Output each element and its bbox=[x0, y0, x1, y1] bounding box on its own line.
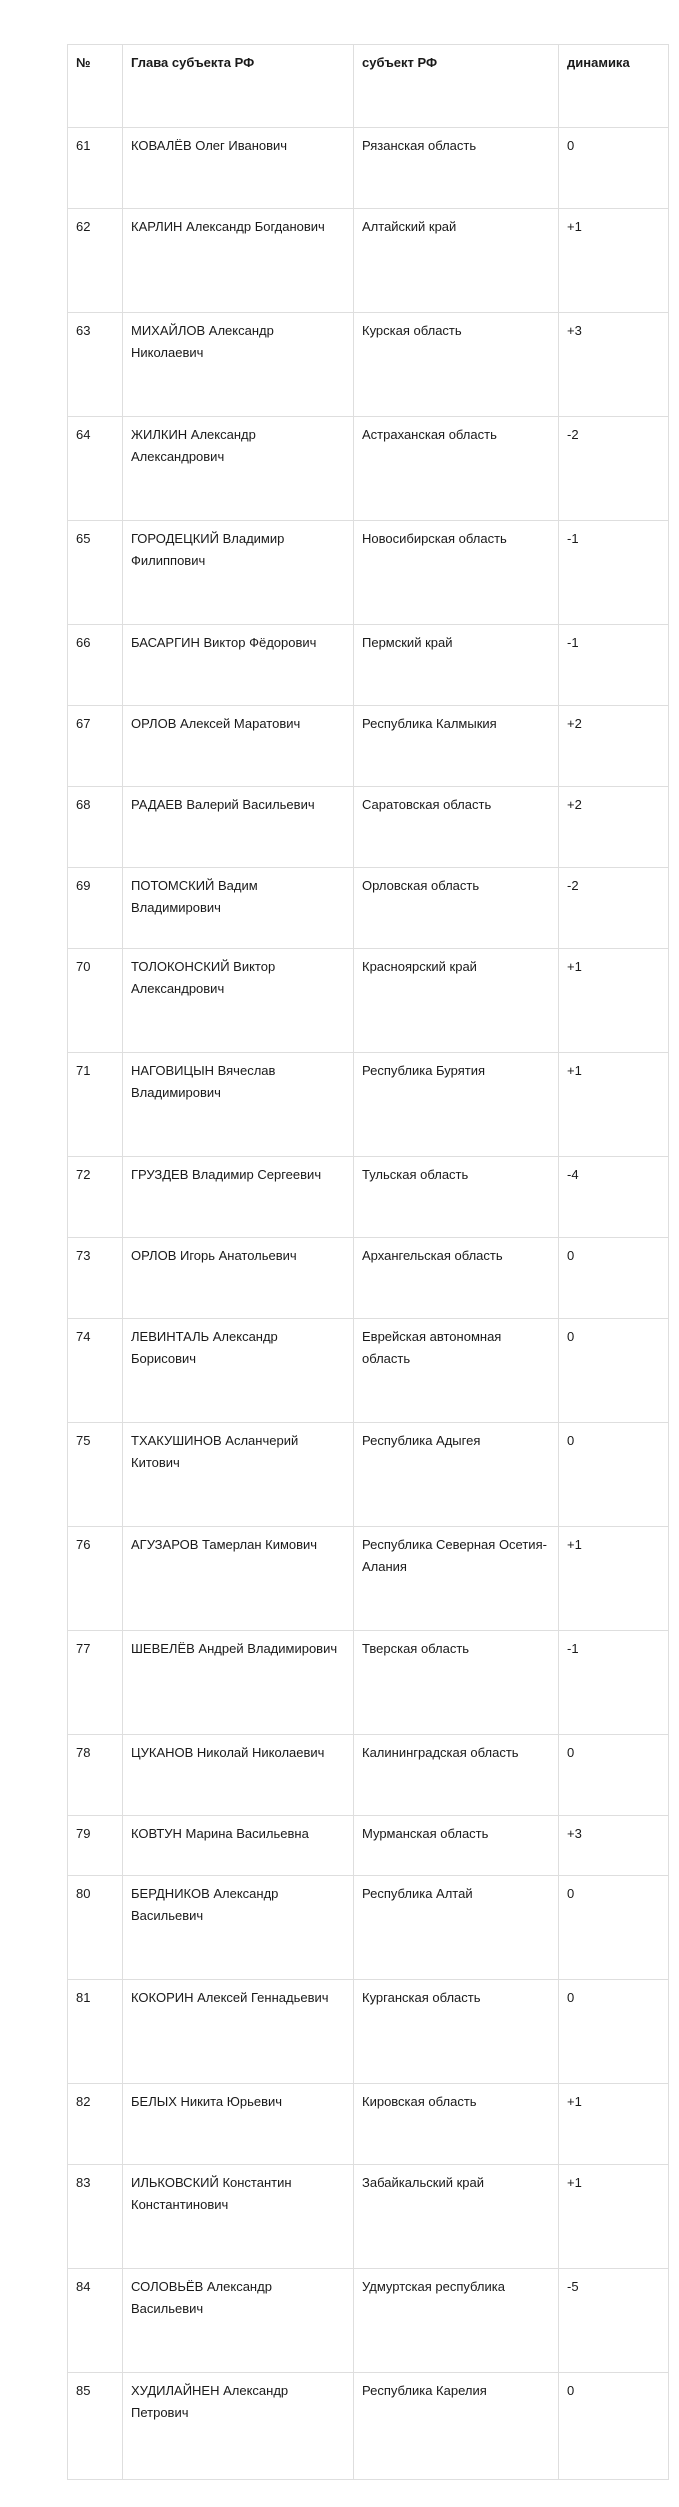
table-row bbox=[68, 1527, 669, 1631]
governor-cell: СОЛОВЬЁВ Александр Васильевич bbox=[123, 2269, 354, 2373]
table-row bbox=[68, 787, 669, 868]
region-cell: Калининградская область bbox=[354, 1735, 559, 1816]
region-cell: Республика Северная Осетия-Алания bbox=[354, 1527, 559, 1631]
table-row bbox=[68, 209, 669, 313]
rank-cell: 81 bbox=[68, 1980, 123, 2084]
rank-cell: 63 bbox=[68, 313, 123, 417]
table-row bbox=[68, 2373, 669, 2480]
table-row bbox=[68, 313, 669, 417]
dynamics-cell: +1 bbox=[559, 209, 669, 313]
dynamics-cell: 0 bbox=[559, 128, 669, 209]
table-row bbox=[68, 625, 669, 706]
governor-cell: КОВАЛЁВ Олег Иванович bbox=[123, 128, 354, 209]
governor-cell: РАДАЕВ Валерий Васильевич bbox=[123, 787, 354, 868]
governor-cell: ИЛЬКОВСКИЙ Константин Константинович bbox=[123, 2165, 354, 2269]
dynamics-cell: -5 bbox=[559, 2269, 669, 2373]
header-row bbox=[68, 45, 669, 128]
rank-cell: 62 bbox=[68, 209, 123, 313]
header-region: субъект РФ bbox=[354, 45, 559, 128]
table-row bbox=[68, 1423, 669, 1527]
governor-cell: ГОРОДЕЦКИЙ Владимир Филиппович bbox=[123, 521, 354, 625]
table-row bbox=[68, 949, 669, 1053]
dynamics-cell: -1 bbox=[559, 1631, 669, 1735]
table-row bbox=[68, 868, 669, 949]
governor-cell: ОРЛОВ Алексей Маратович bbox=[123, 706, 354, 787]
table-row bbox=[68, 1157, 669, 1238]
table-row bbox=[68, 2269, 669, 2373]
region-cell: Тульская область bbox=[354, 1157, 559, 1238]
dynamics-cell: 0 bbox=[559, 1423, 669, 1527]
rank-cell: 84 bbox=[68, 2269, 123, 2373]
region-cell: Республика Адыгея bbox=[354, 1423, 559, 1527]
governor-cell: ЖИЛКИН Александр Александрович bbox=[123, 417, 354, 521]
region-cell: Удмуртская республика bbox=[354, 2269, 559, 2373]
table-header bbox=[68, 45, 669, 128]
governor-cell: БЕРДНИКОВ Александр Васильевич bbox=[123, 1876, 354, 1980]
table-row bbox=[68, 128, 669, 209]
region-cell: Еврейская автономная область bbox=[354, 1319, 559, 1423]
table-row bbox=[68, 1053, 669, 1157]
region-cell: Алтайский край bbox=[354, 209, 559, 313]
dynamics-cell: +1 bbox=[559, 2084, 669, 2165]
rank-cell: 69 bbox=[68, 868, 123, 949]
region-cell: Курская область bbox=[354, 313, 559, 417]
table-row bbox=[68, 1816, 669, 1876]
dynamics-cell: +1 bbox=[559, 949, 669, 1053]
table-row bbox=[68, 1631, 669, 1735]
dynamics-cell: +3 bbox=[559, 1816, 669, 1876]
rank-cell: 77 bbox=[68, 1631, 123, 1735]
dynamics-cell: -1 bbox=[559, 521, 669, 625]
header-governor: Глава субъекта РФ bbox=[123, 45, 354, 128]
dynamics-cell: 0 bbox=[559, 1319, 669, 1423]
header-dynamics: динамика bbox=[559, 45, 669, 128]
governor-cell: БЕЛЫХ Никита Юрьевич bbox=[123, 2084, 354, 2165]
region-cell: Рязанская область bbox=[354, 128, 559, 209]
dynamics-cell: -2 bbox=[559, 868, 669, 949]
region-cell: Кировская область bbox=[354, 2084, 559, 2165]
table-row bbox=[68, 1319, 669, 1423]
region-cell: Астраханская область bbox=[354, 417, 559, 521]
rank-cell: 65 bbox=[68, 521, 123, 625]
governors-rating-table bbox=[67, 44, 669, 2480]
rank-cell: 74 bbox=[68, 1319, 123, 1423]
dynamics-cell: -2 bbox=[559, 417, 669, 521]
governor-cell: ПОТОМСКИЙ Вадим Владимирович bbox=[123, 868, 354, 949]
rank-cell: 67 bbox=[68, 706, 123, 787]
dynamics-cell: 0 bbox=[559, 2373, 669, 2480]
table-row bbox=[68, 417, 669, 521]
governor-cell: БАСАРГИН Виктор Фёдорович bbox=[123, 625, 354, 706]
region-cell: Забайкальский край bbox=[354, 2165, 559, 2269]
governor-cell: ГРУЗДЕВ Владимир Сергеевич bbox=[123, 1157, 354, 1238]
dynamics-cell: -1 bbox=[559, 625, 669, 706]
governor-cell: ЦУКАНОВ Николай Николаевич bbox=[123, 1735, 354, 1816]
dynamics-cell: 0 bbox=[559, 1238, 669, 1319]
table-row bbox=[68, 1980, 669, 2084]
governor-cell: ТОЛОКОНСКИЙ Виктор Александрович bbox=[123, 949, 354, 1053]
rank-cell: 78 bbox=[68, 1735, 123, 1816]
table-row bbox=[68, 2084, 669, 2165]
dynamics-cell: 0 bbox=[559, 1735, 669, 1816]
governor-cell: ОРЛОВ Игорь Анатольевич bbox=[123, 1238, 354, 1319]
governor-cell: НАГОВИЦЫН Вячеслав Владимирович bbox=[123, 1053, 354, 1157]
rank-cell: 70 bbox=[68, 949, 123, 1053]
region-cell: Республика Калмыкия bbox=[354, 706, 559, 787]
region-cell: Республика Карелия bbox=[354, 2373, 559, 2480]
region-cell: Саратовская область bbox=[354, 787, 559, 868]
region-cell: Орловская область bbox=[354, 868, 559, 949]
rank-cell: 64 bbox=[68, 417, 123, 521]
table-row bbox=[68, 521, 669, 625]
table-row bbox=[68, 706, 669, 787]
rank-cell: 72 bbox=[68, 1157, 123, 1238]
rank-cell: 61 bbox=[68, 128, 123, 209]
region-cell: Красноярский край bbox=[354, 949, 559, 1053]
rank-cell: 82 bbox=[68, 2084, 123, 2165]
governor-cell: ТХАКУШИНОВ Асланчерий Китович bbox=[123, 1423, 354, 1527]
table-row bbox=[68, 2165, 669, 2269]
dynamics-cell: +2 bbox=[559, 706, 669, 787]
dynamics-cell: 0 bbox=[559, 1876, 669, 1980]
region-cell: Новосибирская область bbox=[354, 521, 559, 625]
rank-cell: 85 bbox=[68, 2373, 123, 2480]
rank-cell: 68 bbox=[68, 787, 123, 868]
region-cell: Республика Алтай bbox=[354, 1876, 559, 1980]
rank-cell: 71 bbox=[68, 1053, 123, 1157]
governor-cell: МИХАЙЛОВ Александр Николаевич bbox=[123, 313, 354, 417]
governor-cell: ЛЕВИНТАЛЬ Александр Борисович bbox=[123, 1319, 354, 1423]
governor-cell: ШЕВЕЛЁВ Андрей Владимирович bbox=[123, 1631, 354, 1735]
table-row bbox=[68, 1238, 669, 1319]
dynamics-cell: +1 bbox=[559, 2165, 669, 2269]
rank-cell: 80 bbox=[68, 1876, 123, 1980]
dynamics-cell: 0 bbox=[559, 1980, 669, 2084]
header-number: № bbox=[68, 45, 123, 128]
governor-cell: ХУДИЛАЙНЕН Александр Петрович bbox=[123, 2373, 354, 2480]
dynamics-cell: +1 bbox=[559, 1527, 669, 1631]
rank-cell: 76 bbox=[68, 1527, 123, 1631]
dynamics-cell: -4 bbox=[559, 1157, 669, 1238]
governor-cell: КОКОРИН Алексей Геннадьевич bbox=[123, 1980, 354, 2084]
table-body bbox=[68, 128, 669, 2480]
governor-cell: АГУЗАРОВ Тамерлан Кимович bbox=[123, 1527, 354, 1631]
dynamics-cell: +3 bbox=[559, 313, 669, 417]
rank-cell: 79 bbox=[68, 1816, 123, 1876]
region-cell: Курганская область bbox=[354, 1980, 559, 2084]
region-cell: Тверская область bbox=[354, 1631, 559, 1735]
region-cell: Республика Бурятия bbox=[354, 1053, 559, 1157]
governor-cell: КОВТУН Марина Васильевна bbox=[123, 1816, 354, 1876]
table-row bbox=[68, 1735, 669, 1816]
region-cell: Архангельская область bbox=[354, 1238, 559, 1319]
dynamics-cell: +1 bbox=[559, 1053, 669, 1157]
table-row bbox=[68, 1876, 669, 1980]
governor-cell: КАРЛИН Александр Богданович bbox=[123, 209, 354, 313]
region-cell: Пермский край bbox=[354, 625, 559, 706]
rank-cell: 75 bbox=[68, 1423, 123, 1527]
rank-cell: 73 bbox=[68, 1238, 123, 1319]
dynamics-cell: +2 bbox=[559, 787, 669, 868]
rank-cell: 66 bbox=[68, 625, 123, 706]
rank-cell: 83 bbox=[68, 2165, 123, 2269]
region-cell: Мурманская область bbox=[354, 1816, 559, 1876]
